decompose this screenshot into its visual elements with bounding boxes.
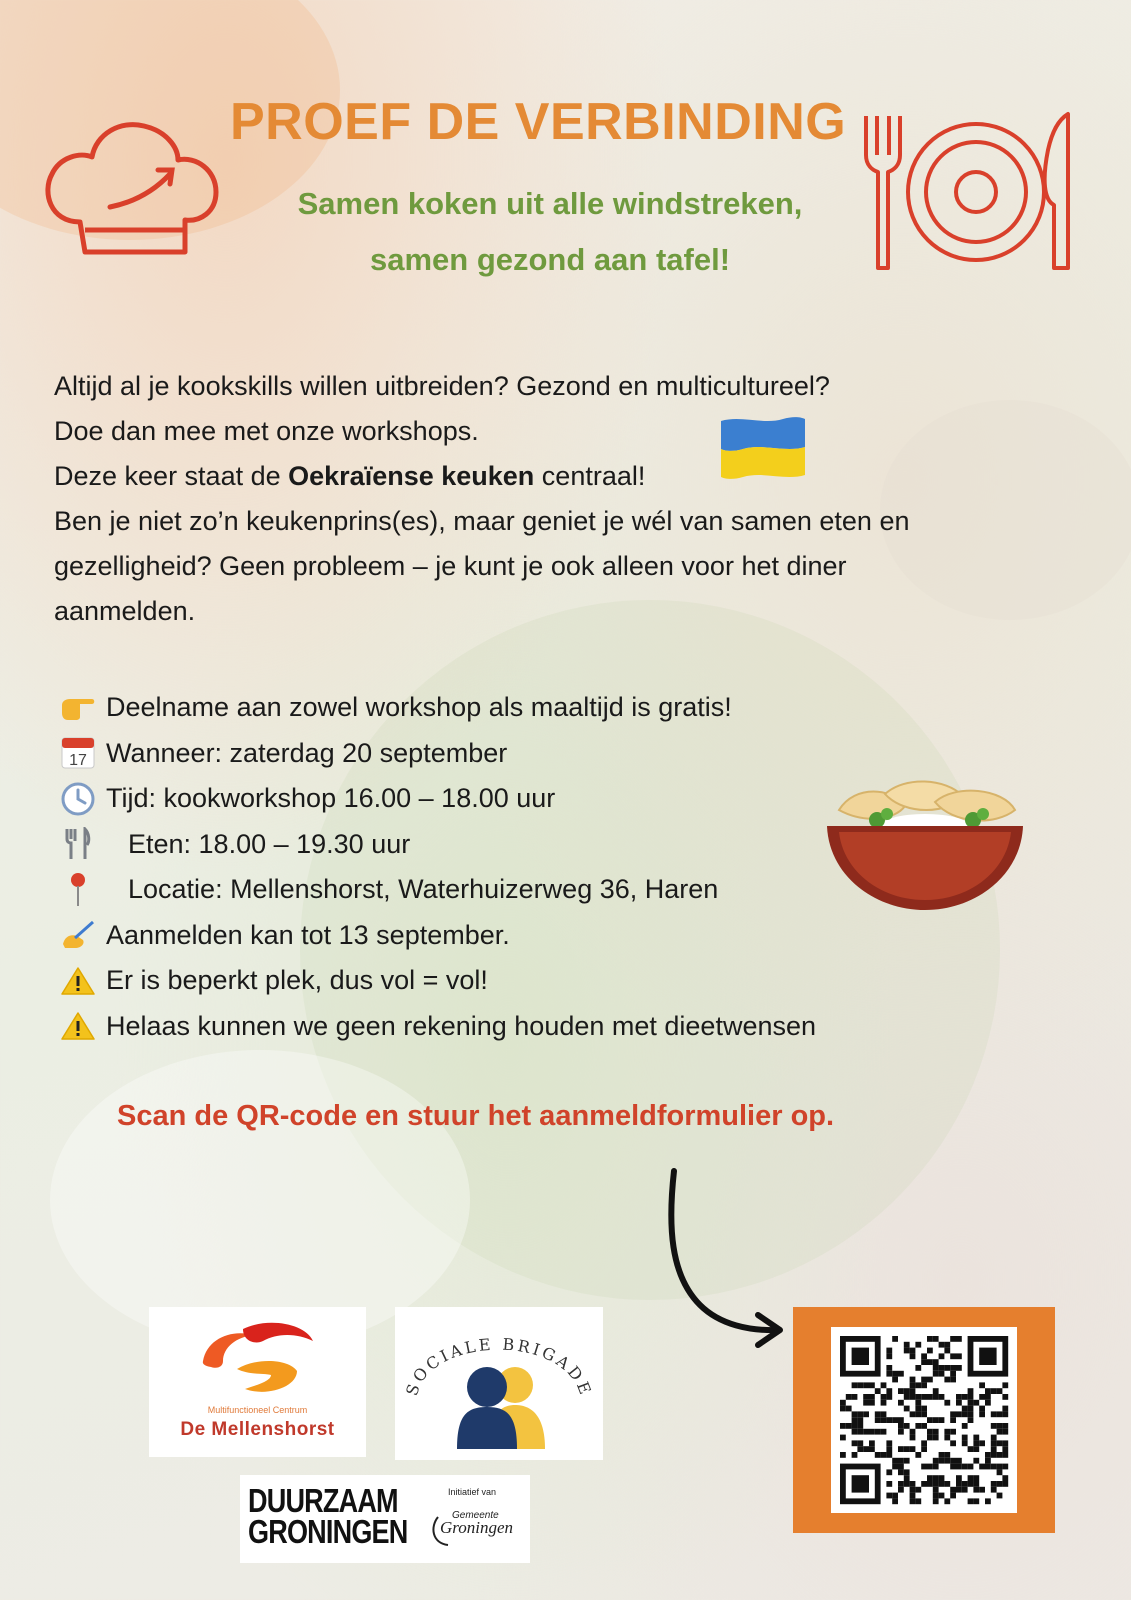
event-details-list [50, 685, 870, 1049]
qr-code-frame [793, 1307, 1055, 1533]
cuisine-highlight: Oekraïense keuken [288, 461, 535, 491]
warning-icon [50, 1011, 106, 1041]
mellenshorst-logo [149, 1307, 366, 1457]
gemeente-groningen-logo-icon [430, 1499, 522, 1555]
writing-hand-icon [50, 920, 106, 950]
list-item [50, 685, 870, 731]
intro-paragraph [54, 364, 1034, 634]
warning-icon [50, 966, 106, 996]
gemeente-text: Gemeente [452, 1510, 499, 1521]
sociale-brigade-logo [395, 1307, 603, 1460]
dumplings-bowl-icon [825, 780, 1030, 915]
mellenshorst-subtitle: Multifunctioneel Centrum [207, 1405, 308, 1415]
list-item [50, 776, 870, 822]
ukraine-flag-icon [719, 415, 807, 481]
subtitle-line-2: samen gezond aan tafel! [369, 242, 731, 277]
plate-fork-knife-icon [858, 110, 1078, 275]
location-pin-icon [50, 872, 106, 908]
intro-line: aanmelden. [54, 596, 196, 626]
duurzaam-groningen-wordmark [248, 1482, 408, 1550]
intro-line [54, 454, 1034, 499]
list-item [50, 958, 870, 1004]
duurzaam-text: DUURZAAM [248, 1482, 398, 1519]
clock-icon [50, 782, 106, 816]
brigade-arc-text: SOCIALE BRIGADE [402, 1334, 596, 1400]
intro-line: Ben je niet zo’n keukenprins(es), maar geniet je wél van samen eten en [54, 506, 910, 536]
qr-code[interactable] [831, 1327, 1017, 1513]
intro-line: Doe dan mee met onze workshops. [54, 416, 479, 446]
detail-text: Tijd: kookworkshop 16.00 – 18.00 uur [106, 783, 556, 814]
intro-line: Altijd al je kookskills willen uitbreiden? Gezond en multicultureel? [54, 371, 830, 401]
fork-knife-icon [50, 827, 106, 861]
list-item [50, 1004, 870, 1050]
background-food-blob [50, 1050, 470, 1350]
groningen-text: GRONINGEN [248, 1513, 408, 1550]
list-item [50, 731, 870, 777]
list-item [50, 867, 870, 913]
mellenshorst-name: De Mellenshorst [180, 1419, 335, 1440]
chef-hat-icon [40, 112, 220, 262]
detail-text: Deelname aan zowel workshop als maaltijd is gratis! [106, 692, 732, 723]
detail-text: Helaas kunnen we geen rekening houden met dieetwensen [106, 1010, 817, 1041]
mellenshorst-mark-icon [197, 1321, 317, 1396]
calendar-day: 17 [69, 752, 87, 770]
groningen-script-text: Groningen [440, 1518, 514, 1537]
detail-text: Eten: 18.00 – 19.30 uur [128, 828, 411, 859]
intro-text: centraal! [534, 461, 646, 491]
pointing-hand-icon [50, 695, 106, 721]
list-item [50, 913, 870, 959]
detail-text: Er is beperkt plek, dus vol = vol! [106, 965, 488, 996]
detail-text: Aanmelden kan tot 13 september. [106, 919, 510, 950]
detail-text: Locatie: Mellenshorst, Waterhuizerweg 36, Haren [128, 874, 719, 905]
qr-call-to-action: Scan de QR-code en stuur het aanmeldformulier op. [117, 1100, 835, 1132]
calendar-icon [50, 736, 106, 770]
intro-line: gezelligheid? Geen probleem – je kunt je ook alleen voor het diner [54, 551, 847, 581]
list-item [50, 822, 870, 868]
duurzaam-groningen-logo [240, 1475, 530, 1563]
detail-text: Wanneer: zaterdag 20 september [106, 737, 508, 768]
initiatief-label: Initiatief van [448, 1487, 497, 1497]
arrow-to-qr-icon [660, 1165, 790, 1355]
subtitle-line-1: Samen koken uit alle windstreken, [297, 186, 803, 221]
page-title: PROEF DE VERBINDING [230, 93, 847, 151]
sociale-brigade-mark-icon [395, 1307, 603, 1460]
qr-code-icon [831, 1327, 1017, 1513]
intro-text: Deze keer staat de [54, 461, 289, 491]
